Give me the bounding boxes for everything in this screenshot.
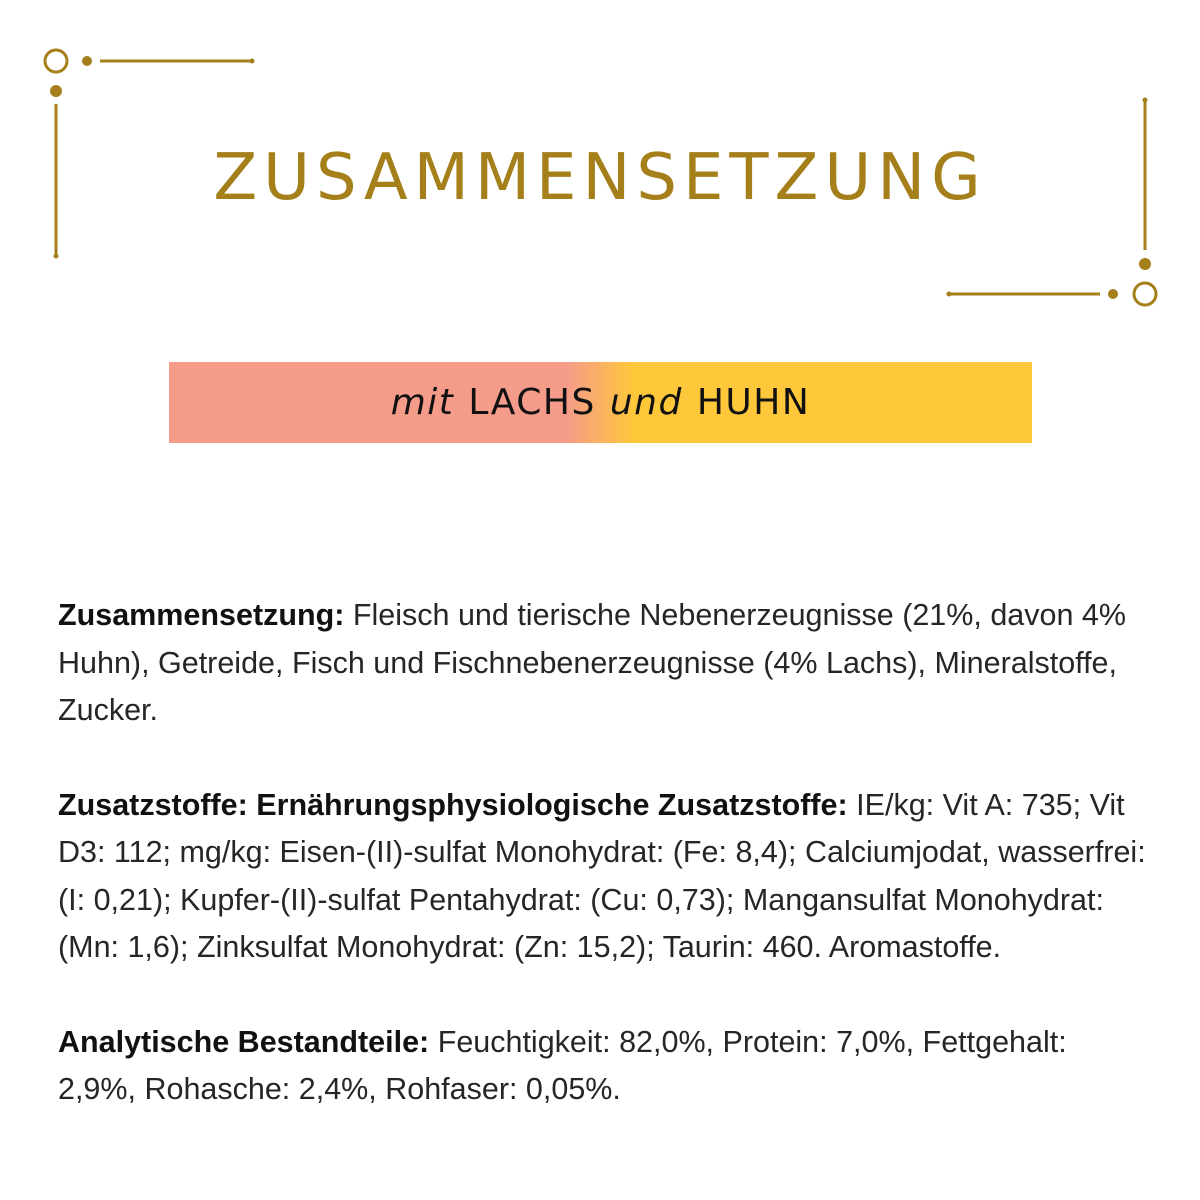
additives-paragraph	[58, 782, 1148, 972]
composition-label: Zusammensetzung:	[58, 598, 345, 632]
composition-paragraph	[58, 592, 1148, 735]
additives-label: Zusatzstoffe: Ernährungsphysiologische Zusatzstoffe:	[58, 787, 848, 822]
banner-word-huhn: HUHN	[696, 382, 811, 423]
banner-word-mit: mit	[390, 382, 455, 423]
analytical-label: Analytische Bestandteile:	[58, 1024, 430, 1059]
page-title: ZUSAMMENSETZUNG	[213, 141, 987, 215]
analytical-text: Feuchtigkeit: 82,0%, Protein: 7,0%, Fettgehalt: 2,9%, Rohasche: 2,4%, Rohfaser: 0,05%.	[58, 1024, 1067, 1106]
composition-text: Fleisch und tierische Nebenerzeugnisse (21%, davon 4% Huhn), Getreide, Fisch und Fischnebenerzeugnisse (4% Lachs), Mineralstoffe, Zucker.	[58, 598, 1126, 727]
banner-word-lachs: LACHS	[468, 382, 596, 423]
analytical-paragraph	[58, 1019, 1148, 1114]
banner-word-und: und	[609, 382, 683, 423]
ingredients-text-block	[58, 592, 1148, 1161]
additives-text: IE/kg: Vit A: 735; Vit D3: 112; mg/kg: Eisen-(II)-sulfat Monohydrat: (Fe: 8,4); Calciumjodat, wasserfrei: (I: 0,21); Kupfer-(II)-sulfat Pentahydrat: (Cu: 0,73); Mangansulfat Monohydrat: (Mn: 1,6); Zinksulfat Monohydrat: (Zn: 15,2); Taurin: 460. Aromastoffe.	[58, 787, 1146, 964]
flavor-banner	[169, 362, 1032, 443]
